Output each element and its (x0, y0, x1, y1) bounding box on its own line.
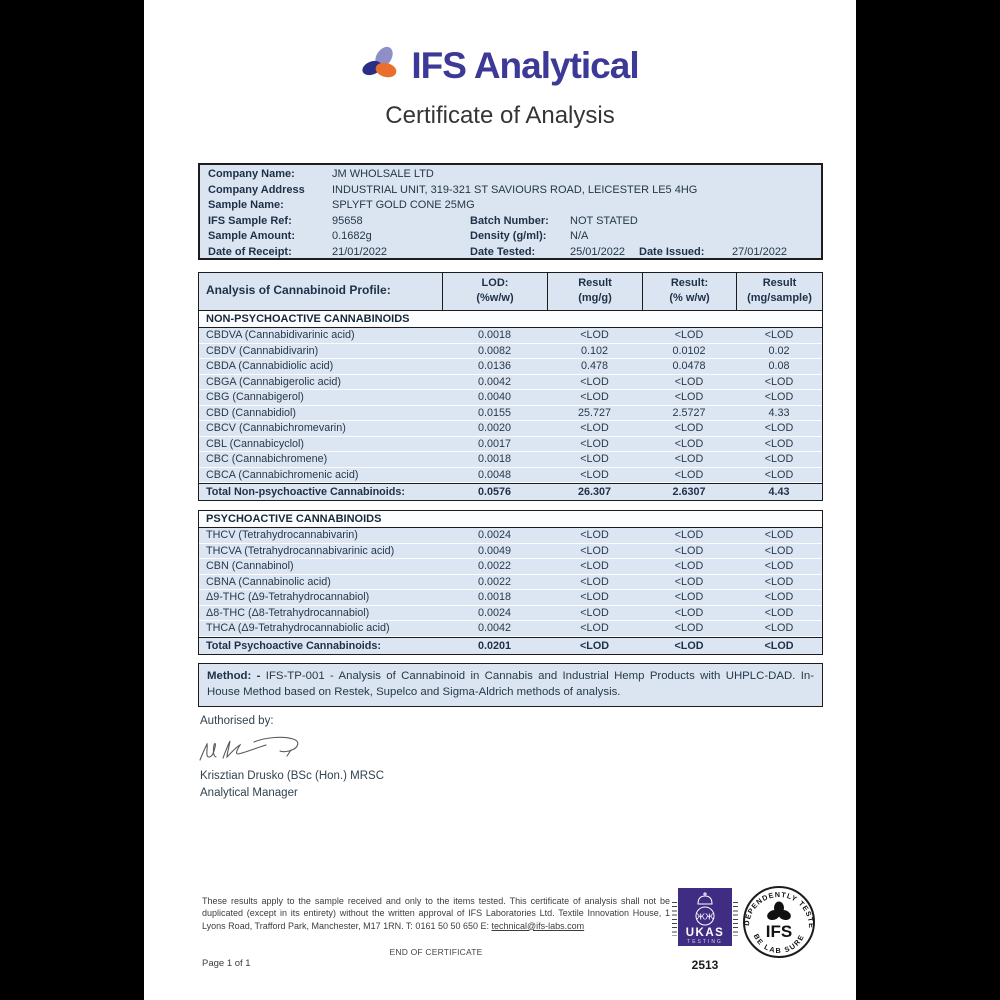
brand-name: IFS Analytical (411, 44, 639, 86)
field-value: N/A (570, 230, 589, 242)
table-cell: CBL (Cannabicyclol) (206, 437, 305, 450)
field-label: Date Issued: (639, 245, 705, 258)
table-cell: <LOD (674, 453, 704, 465)
table-cell: Δ9-THC (Δ9-Tetrahydrocannabiol) (206, 591, 370, 603)
ukas-symbol-glyphs: ЖЖ (696, 912, 714, 922)
table-cell: <LOD (674, 422, 704, 434)
table-cell: <LOD (580, 437, 609, 450)
company-info-row (200, 245, 821, 261)
table-cell: CBN (Cannabinol) (206, 560, 294, 572)
field-value: 21/01/2022 (332, 245, 388, 258)
table-row (199, 544, 822, 560)
table-cell: <LOD (764, 453, 794, 465)
table-cell: 26.307 (577, 486, 612, 498)
cannabinoid-table-psychoactive (198, 510, 823, 655)
authorised-by-label: Authorised by: (200, 715, 274, 727)
table-cell: <LOD (764, 622, 794, 634)
table-cell: <LOD (764, 437, 794, 450)
table-cell: <LOD (580, 391, 609, 403)
table-cell: <LOD (580, 329, 609, 341)
table-cell: <LOD (764, 529, 794, 541)
field-label: Batch Number: (470, 214, 549, 227)
table-cell: <LOD (764, 422, 794, 434)
table-cell: 0.0155 (477, 406, 512, 419)
field-label: Date Tested: (470, 245, 536, 258)
table-row (199, 452, 822, 468)
col-header-result-pct: Result: (% w/w) (642, 273, 736, 310)
table-cell: <LOD (674, 437, 704, 450)
table-cell: Total Non-psychoactive Cannabinoids: (206, 486, 405, 498)
field-label: Sample Amount: (208, 230, 295, 242)
table-cell: <LOD (674, 529, 704, 541)
table-cell: 2.5727 (672, 406, 706, 419)
table-cell: <LOD (764, 575, 794, 588)
table-cell: <LOD (764, 375, 794, 388)
table-cell: <LOD (580, 422, 609, 434)
table-cell: <LOD (764, 329, 794, 341)
table-cell: 0.0018 (477, 591, 512, 603)
section-header-nonpsychoactive: NON-PSYCHOACTIVE CANNABINOIDS (199, 311, 822, 328)
table-cell: <LOD (580, 591, 609, 603)
table-cell: Total Psychoactive Cannabinoids: (206, 639, 381, 652)
company-info-row (200, 183, 821, 199)
ifs-trefoil-logo-icon (361, 44, 401, 87)
table-cell: <LOD (674, 329, 704, 341)
ukas-left-ticks-icon (672, 902, 677, 936)
stamp-center-text: IFS (765, 922, 793, 941)
table-cell: 0.0018 (477, 453, 512, 465)
table-cell: <LOD (764, 639, 794, 652)
table-cell: <LOD (580, 606, 609, 619)
table-cell: 0.0040 (477, 391, 512, 403)
end-of-certificate-label: END OF CERTIFICATE (389, 947, 483, 957)
table-row (199, 359, 822, 375)
table-cell: CBDA (Cannabidiolic acid) (206, 360, 334, 372)
table-cell: <LOD (580, 622, 609, 634)
table-cell: CBDV (Cannabidivarin) (206, 344, 319, 357)
table-row (199, 375, 822, 391)
table-cell: <LOD (674, 468, 704, 481)
table-cell: <LOD (580, 575, 609, 588)
table-row (199, 437, 822, 453)
section-header-psychoactive: PSYCHOACTIVE CANNABINOIDS (199, 511, 822, 528)
table-cell: 0.0042 (477, 375, 512, 388)
table-total-row (199, 637, 822, 654)
table-cell: <LOD (674, 375, 704, 388)
table-cell: 0.0018 (477, 329, 512, 341)
table-cell: 0.0048 (477, 468, 512, 481)
field-label: Company Name: (208, 168, 295, 180)
method-text: IFS-TP-001 - Analysis of Cannabinoid in Cannabis and Industrial Hemp Products with UHPLC-DAD. In-House Method based on Restek, Supelco and Sigma-Aldrich methods of analysis. (207, 670, 814, 699)
table-cell: 0.0478 (672, 360, 706, 372)
table-cell: <LOD (579, 639, 610, 652)
table-cell: CBC (Cannabichromene) (206, 453, 328, 465)
company-info-row (200, 229, 821, 245)
table-cell: <LOD (764, 560, 794, 572)
table-cell: <LOD (674, 544, 704, 557)
table-cell: <LOD (764, 391, 794, 403)
table-cell: 0.0102 (672, 344, 706, 357)
ifs-lab-sure-stamp (742, 885, 816, 964)
table-row (199, 590, 822, 606)
table-cell: <LOD (580, 560, 609, 572)
cannabinoid-table-nonpsychoactive (198, 272, 823, 501)
table-row (199, 328, 822, 344)
authoriser-role: Analytical Manager (200, 787, 298, 799)
table-total-row (199, 483, 822, 500)
col-header-lod: LOD: (%w/w) (442, 273, 547, 310)
table-row (199, 575, 822, 591)
table-cell: CBCA (Cannabichromenic acid) (206, 468, 359, 481)
table-cell: 0.0022 (477, 575, 512, 588)
table-cell: CBNA (Cannabinolic acid) (206, 575, 331, 588)
table-cell: Δ8-THC (Δ8-Tetrahydrocannabiol) (206, 606, 370, 619)
company-info-row (200, 198, 821, 214)
table-cell: THCA (Δ9-Tetrahydrocannabiolic acid) (206, 622, 390, 634)
table-cell: 0.0201 (477, 639, 512, 652)
field-value: 25/01/2022 (570, 245, 626, 258)
table-cell: 0.0042 (477, 622, 512, 634)
field-value: JM WHOLSALE LTD (332, 168, 434, 180)
table-row (199, 621, 822, 637)
analysis-table-header (199, 273, 822, 311)
field-value: INDUSTRIAL UNIT, 319-321 ST SAVIOURS ROAD, LEICESTER LE5 4HG (332, 183, 698, 196)
table-cell: 0.0136 (477, 360, 512, 372)
field-label: Date of Receipt: (208, 245, 292, 258)
brand-header (144, 44, 856, 87)
table-row (199, 406, 822, 422)
field-label: Company Address (208, 183, 305, 196)
table-cell: <LOD (764, 544, 794, 557)
table-row (199, 468, 822, 484)
field-value: 95658 (332, 214, 363, 227)
field-label: IFS Sample Ref: (208, 214, 292, 227)
table-row (199, 606, 822, 622)
certificate-page (144, 0, 856, 1000)
table-cell: 0.0576 (477, 486, 512, 498)
table-cell: CBCV (Cannabichromevarin) (206, 422, 346, 434)
table-cell: CBD (Cannabidiol) (206, 406, 297, 419)
table-cell: THCV (Tetrahydrocannabivarin) (206, 529, 358, 541)
table-cell: <LOD (580, 468, 609, 481)
table-cell: 0.102 (580, 344, 609, 357)
table-cell: 0.0020 (477, 422, 512, 434)
ukas-right-ticks-icon (733, 902, 738, 936)
field-value: 27/01/2022 (732, 245, 788, 258)
document-title: Certificate of Analysis (385, 102, 615, 129)
table-cell: <LOD (580, 544, 609, 557)
col-header-result-sample: Result (mg/sample) (736, 273, 822, 310)
table-body-nonpsychoactive (199, 328, 822, 500)
table-cell: 2.6307 (672, 486, 706, 498)
table-cell: 0.0049 (477, 544, 512, 557)
signature-image (196, 730, 316, 775)
table-cell: 25.727 (577, 406, 612, 419)
field-value: NOT STATED (570, 214, 638, 227)
table-cell: 0.08 (768, 360, 790, 372)
table-row (199, 390, 822, 406)
table-cell: <LOD (674, 391, 704, 403)
table-cell: <LOD (674, 591, 704, 603)
ukas-sub-label: TESTING (687, 939, 723, 945)
company-info-row (200, 214, 821, 230)
table-cell: <LOD (580, 453, 609, 465)
technical-email-link[interactable]: technical@ifs-labs.com (491, 920, 585, 931)
table-cell: 4.43 (768, 486, 790, 498)
table-cell: <LOD (674, 560, 704, 572)
field-value: SPLYFT GOLD CONE 25MG (332, 199, 475, 211)
col-header-result-mgg: Result (mg/g) (547, 273, 642, 310)
method-box (198, 663, 823, 707)
table-row (199, 421, 822, 437)
table-row (199, 344, 822, 360)
table-cell: CBDVA (Cannabidivarinic acid) (206, 329, 355, 341)
method-label: Method: - (207, 670, 266, 682)
table-cell: 0.0024 (477, 529, 512, 541)
table-cell: CBGA (Cannabigerolic acid) (206, 375, 342, 388)
ukas-wordmark: UKAS (685, 927, 725, 939)
table-cell: 0.0017 (477, 437, 512, 450)
table-cell: 0.478 (580, 360, 609, 372)
authoriser-name: Krisztian Drusko (BSc (Hon.) MRSC (200, 770, 385, 782)
table-cell: <LOD (674, 575, 704, 588)
page-number: Page 1 of 1 (202, 958, 251, 969)
table-row (199, 559, 822, 575)
company-info-row (200, 167, 821, 183)
table-cell: 0.0024 (477, 606, 512, 619)
table-cell: <LOD (580, 529, 609, 541)
field-value: 0.1682g (332, 230, 372, 242)
ukas-testing-logo (672, 888, 738, 951)
table-cell: <LOD (674, 622, 704, 634)
table-body-psychoactive (199, 528, 822, 654)
table-cell: <LOD (764, 468, 794, 481)
company-info-table (198, 163, 823, 260)
table-cell: CBG (Cannabigerol) (206, 391, 304, 403)
stamp-bottom-text: BE LAB SURE (751, 932, 807, 956)
table-cell: <LOD (674, 639, 704, 652)
footer-disclaimer: These results apply to the sample received and only to the items tested. This certificate of analysis shall not be duplicated (except in its entirety) without the written approval of IFS Laboratories Ltd. Textile Innovation House, 1 Lyons Road, Trafford Park, Manchester, M17 1RN. T: 0161 50 50 650 E: technical@ifs-labs.com (202, 896, 670, 931)
table-cell: <LOD (580, 375, 609, 388)
table-cell: <LOD (764, 606, 794, 619)
table-cell: 0.02 (768, 344, 790, 357)
analysis-title: Analysis of Cannabinoid Profile: (206, 283, 391, 297)
field-label: Density (g/ml): (470, 230, 547, 242)
table-cell: 0.0022 (477, 560, 512, 572)
field-label: Sample Name: (208, 199, 284, 211)
ukas-accreditation-number: 2513 (691, 958, 719, 972)
table-cell: 0.0082 (477, 344, 512, 357)
table-cell: <LOD (764, 591, 794, 603)
table-cell: <LOD (674, 606, 704, 619)
table-cell: 4.33 (768, 406, 790, 419)
table-cell: THCVA (Tetrahydrocannabivarinic acid) (206, 544, 395, 557)
table-row (199, 528, 822, 544)
stamp-top-text: DEPENDENTLY TESTE (742, 889, 816, 930)
